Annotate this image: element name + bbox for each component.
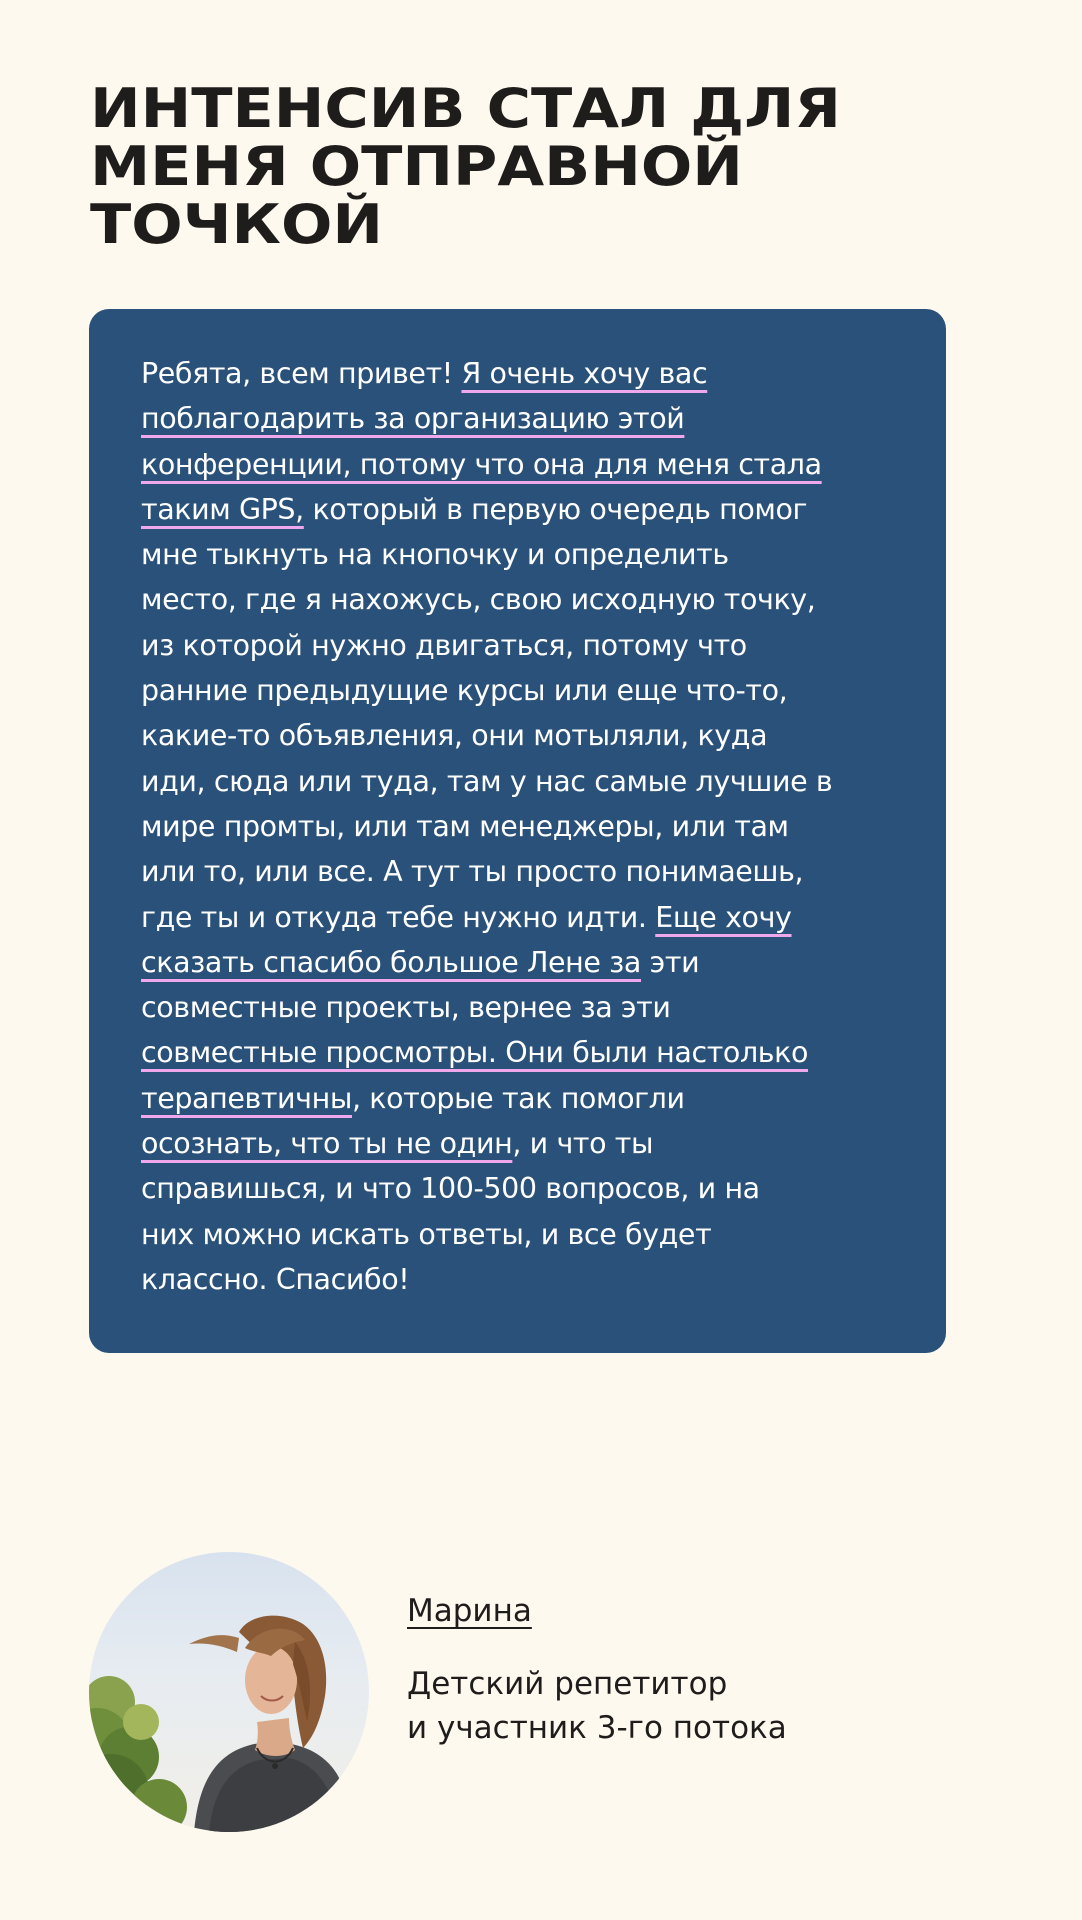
testimonial-segment: иди, сюда или туда, там у нас самые лучшие в (141, 764, 833, 798)
testimonial-line (141, 1076, 906, 1121)
testimonial-line (141, 1257, 906, 1302)
testimonial-line (141, 1030, 906, 1075)
page-title-line: ТОЧКОЙ (90, 193, 384, 256)
highlighted-phrase: осознать, что ты не один (141, 1127, 513, 1161)
testimonial-segment: классно. Спасибо! (141, 1262, 410, 1296)
author-name[interactable]: Марина (407, 1593, 532, 1629)
highlighted-phrase: конференции, потому что она для меня стала (141, 447, 822, 481)
testimonial-segment: или то, или все. А тут ты просто понимаешь, (141, 855, 804, 889)
testimonial-segment: из которой нужно двигаться, потому что (141, 628, 747, 662)
testimonial-line (141, 442, 906, 487)
highlighted-phrase: Еще хочу (655, 900, 792, 934)
highlighted-phrase: терапевтичны (141, 1081, 352, 1115)
testimonial-line (141, 849, 906, 894)
testimonial-line (141, 396, 906, 441)
testimonial-segment: какие-то объявления, они мотыляли, куда (141, 719, 768, 753)
page-title-line: ИНТЕНСИВ СТАЛ ДЛЯ (90, 77, 841, 140)
testimonial-line (141, 577, 906, 622)
testimonial-line (141, 487, 906, 532)
testimonial-line (141, 713, 906, 758)
testimonial-segment: справишься, и что 100-500 вопросов, и на (141, 1172, 760, 1206)
highlighted-phrase: совместные просмотры. Они были настолько (141, 1036, 809, 1070)
testimonial-line (141, 1212, 906, 1257)
testimonial-line (141, 1121, 906, 1166)
testimonial-segment: мире промты, или там менеджеры, или там (141, 809, 789, 843)
testimonial-segment: Ребята, всем привет! (141, 357, 462, 390)
testimonial-line (141, 985, 906, 1030)
testimonial-text (141, 351, 906, 1302)
testimonial-segment: , которые так помогли (351, 1081, 685, 1115)
testimonial-line (141, 940, 906, 985)
highlighted-phrase: таким GPS, (141, 492, 304, 526)
page-title (90, 77, 1082, 256)
testimonial-line (141, 1166, 906, 1211)
testimonial-segment: который в первую очередь помог (303, 492, 808, 526)
author-role (407, 1662, 787, 1750)
testimonial-line (141, 804, 906, 849)
highlighted-phrase: поблагодарить за организацию этой (141, 402, 685, 436)
testimonial-line (141, 351, 906, 396)
testimonial-segment: мне тыкнуть на кнопочку и определить (141, 538, 729, 572)
avatar-photo (89, 1552, 369, 1832)
highlighted-phrase: сказать спасибо большое Лене за (141, 945, 642, 979)
testimonial-segment: место, где я нахожусь, свою исходную точку, (141, 583, 816, 617)
testimonial-card (89, 309, 946, 1353)
testimonial-line (141, 623, 906, 668)
testimonial-segment: ранние предыдущие курсы или еще что-то, (141, 674, 788, 708)
testimonial-segment: , и что ты (512, 1127, 654, 1161)
author-role-line: и участник 3-го потока (407, 1710, 787, 1746)
page-title-line: МЕНЯ ОТПРАВНОЙ (90, 135, 743, 198)
testimonial-segment: эти (641, 945, 700, 979)
testimonial-line (141, 532, 906, 577)
testimonial-line (141, 895, 906, 940)
testimonial-segment: совместные проекты, вернее за эти (141, 991, 671, 1025)
testimonial-line (141, 668, 906, 713)
highlighted-phrase: Я очень хочу вас (461, 357, 708, 390)
testimonial-line (141, 759, 906, 804)
avatar (89, 1552, 369, 1832)
testimonial-segment: них можно искать ответы, и все будет (141, 1217, 712, 1251)
author-role-line: Детский репетитор (407, 1666, 728, 1702)
testimonial-segment: где ты и откуда тебе нужно идти. (141, 900, 656, 934)
